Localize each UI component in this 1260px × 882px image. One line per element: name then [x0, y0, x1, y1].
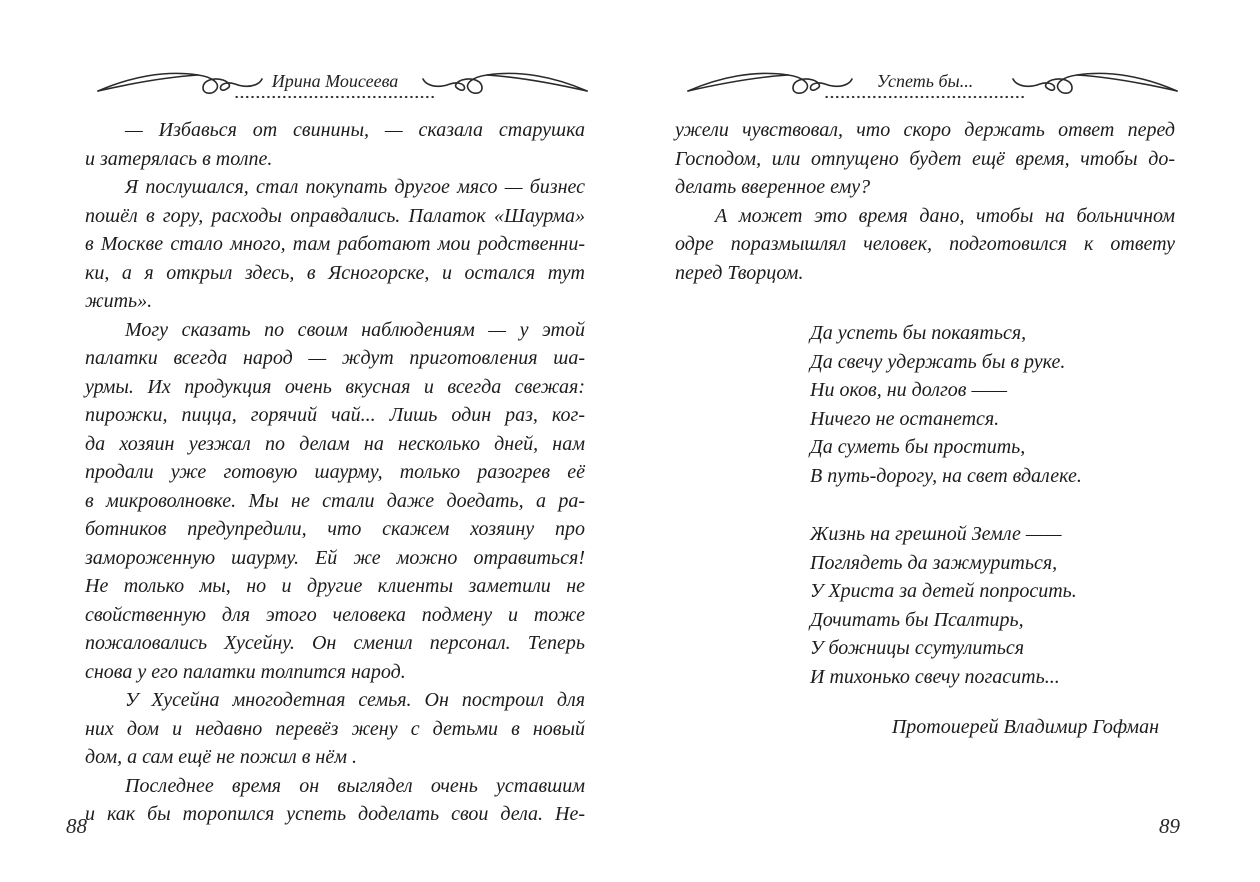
text-line: и затерялась в толпе. [85, 147, 273, 170]
text-line: Последнее время он выглядел очень уставшим [125, 774, 585, 797]
poem-line: Да свечу удержать бы в руке. [810, 350, 1066, 373]
page-number: 89 [1159, 814, 1180, 838]
text-line: и как бы торопился успеть доделать свои дела. Не- [85, 803, 585, 825]
text-line: — Избавься от свинины, — сказала старушка [125, 119, 585, 141]
paragraph [85, 116, 585, 173]
text-line: ужели чувствовал, что скоро держать ответ перед [675, 119, 1175, 141]
page-left [85, 0, 585, 882]
page-header [675, 64, 1175, 106]
flourish-ornament-right-icon [420, 66, 590, 100]
text-line: А может это время дано, чтобы на больничном [715, 204, 1175, 227]
flourish-ornament-right-icon [1010, 66, 1180, 100]
dotted-divider [234, 95, 436, 99]
text-line: одре поразмышлял человек, подготовился к ответу [675, 233, 1175, 255]
page-header [85, 64, 585, 106]
page-body-text [85, 116, 585, 829]
text-line: в Москве стало много, там работают мои родственни- [85, 233, 585, 255]
text-line: ки, а я открыл здесь, в Ясногорске, и остался тут жить». [85, 261, 585, 312]
poem-line: Да суметь бы простить, [810, 436, 1026, 458]
paragraph [85, 686, 585, 772]
text-line: У Хусейна многодетная семья. Он построил для [125, 689, 585, 711]
text-line: дом, а сам ещё не пожил в нём . [85, 746, 357, 768]
text-line: продали уже готовую шаурму, только разогрев её [85, 461, 585, 483]
text-line: палатки всегда народ — ждут приготовления ша- [85, 347, 585, 369]
poem-line: Ничего не останется. [810, 407, 1000, 430]
text-line: урмы. Их продукция очень вкусная и всегда свежая: [85, 375, 585, 398]
dotted-divider [824, 95, 1026, 99]
text-line: Господом, или отпущено будет ещё время, чтобы до- [675, 147, 1175, 170]
text-line: свойственную для этого человека подмену и тоже [85, 603, 585, 626]
text-line: делать вверенное ему? [675, 176, 871, 198]
text-line: Могу сказать по своим наблюдениям — у этой [125, 318, 585, 341]
poem-attribution: Протоиерей Владимир Гофман [891, 716, 1159, 738]
paragraph [85, 772, 585, 829]
poem-line: У божницы ссутулиться [810, 637, 1025, 659]
text-line: них дом и недавно перевёз жену с детьми в новый [85, 717, 585, 740]
poem-stanza [810, 319, 1175, 490]
text-line: перед Творцом. [675, 261, 804, 284]
poem-line: Жизнь на грешной Земле —— [810, 523, 1062, 545]
paragraph [85, 173, 585, 316]
text-line: да хозяин уезжал по делам на несколько дней, нам [85, 432, 585, 455]
paragraph [675, 116, 1175, 202]
poem-line: И тихонько свечу погасить... [810, 665, 1060, 688]
poem-line: Ни оков, ни долгов —— [810, 379, 1008, 401]
paragraph [675, 202, 1175, 288]
poem-stanza [810, 520, 1175, 691]
poem-line: У Христа за детей попросить. [810, 580, 1077, 602]
text-line: ботников предупредили, что скажем хозяину про [85, 518, 585, 540]
running-header-title: Ирина Моисеева [271, 71, 399, 91]
text-line: пошёл в гору, расходы оправдались. Палаток «Шаурма» [85, 204, 585, 227]
poem [810, 319, 1175, 691]
text-line: пирожки, пицца, горячий чай... Лишь один раз, ког- [85, 404, 585, 426]
text-line: замороженную шаурму. Ей же можно отравиться! [85, 546, 585, 569]
page-right [675, 0, 1175, 882]
text-line: снова у его палатки толпится народ. [85, 660, 406, 683]
text-line: Я послушался, стал покупать другое мясо — бизнес [125, 176, 585, 198]
paragraph [85, 316, 585, 687]
text-line: в микроволновке. Мы не стали даже доедать, а ра- [85, 489, 585, 512]
running-header-title: Успеть бы... [876, 71, 974, 91]
page-body-text [675, 116, 1175, 742]
poem-line: В путь-дорогу, на свет вдалеке. [810, 464, 1082, 487]
poem-line: Да успеть бы покаяться, [810, 322, 1027, 344]
text-line: Не только мы, но и другие клиенты заметили не [85, 575, 585, 597]
page-number: 88 [66, 814, 87, 838]
poem-line: Поглядеть да зажмуриться, [810, 551, 1058, 574]
text-line: пожаловались Хусейну. Он сменил персонал. Теперь [85, 632, 585, 654]
poem-line: Дочитать бы Псалтирь, [810, 608, 1024, 631]
